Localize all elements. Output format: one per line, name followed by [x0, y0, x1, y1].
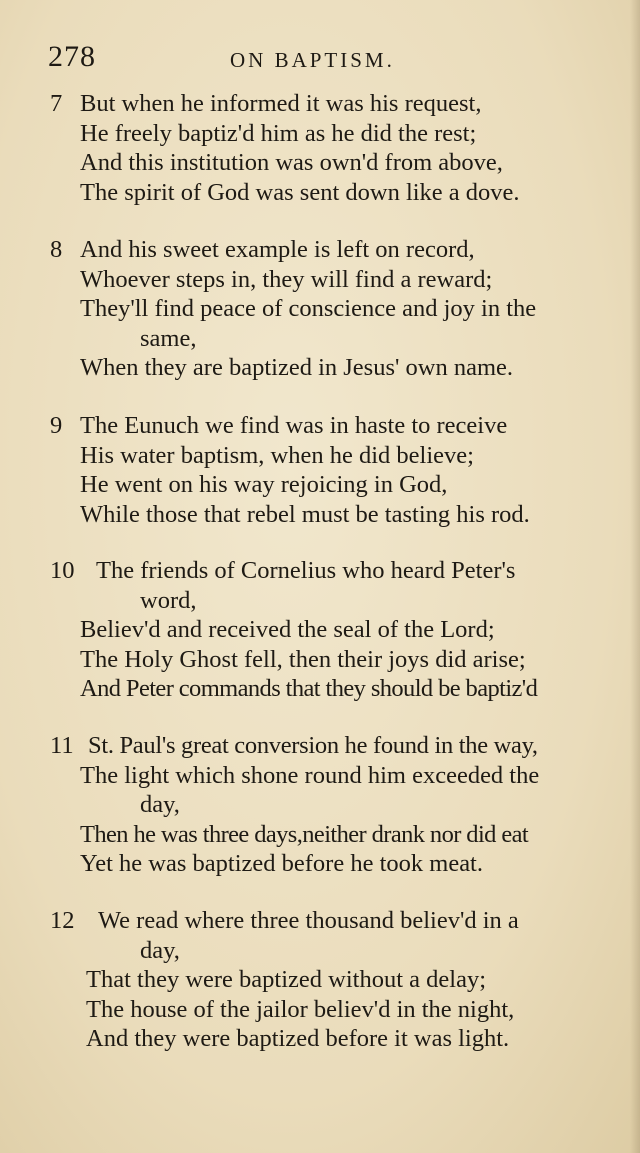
- verse-line: And they were baptized before it was light.: [86, 1025, 510, 1052]
- verse-line: They'll find peace of conscience and joy in the: [80, 295, 537, 322]
- stanza-line: [0, 556, 640, 586]
- verse-line: While those that rebel must be tasting his rod.: [80, 500, 530, 528]
- stanza-line: [0, 674, 640, 704]
- verse-line: The Eunuch we find was in haste to receive: [80, 412, 508, 439]
- verse-line: And this institution was own'd from above,: [80, 149, 503, 176]
- stanza-9: [0, 411, 640, 529]
- verse-line: Believ'd and received the seal of the Lord;: [80, 616, 495, 643]
- stanza-11: [0, 731, 640, 879]
- stanza-line: [0, 820, 640, 850]
- verse-line: The friends of Cornelius who heard Peter's: [96, 557, 516, 584]
- page-header: [48, 40, 628, 84]
- stanza-line: [0, 849, 640, 879]
- verse-line: Whoever steps in, they will find a reward;: [80, 265, 493, 293]
- stanza-12: [0, 906, 640, 1054]
- stanza-line: [0, 1024, 640, 1054]
- verse-line: St. Paul's great conversion he found in the way,: [88, 732, 538, 759]
- stanza-line: [0, 148, 640, 178]
- stanza-line: [0, 353, 640, 383]
- stanza-line: [0, 995, 640, 1025]
- running-title: ON BAPTISM.: [230, 48, 395, 72]
- stanza-line: [0, 294, 640, 324]
- stanza-line: [0, 906, 640, 936]
- stanza-line: [0, 965, 640, 995]
- verse-line-continuation: day,: [140, 936, 180, 964]
- verse-line: But when he informed it was his request,: [80, 90, 482, 117]
- verse-line: We read where three thousand believ'd in a: [98, 907, 519, 934]
- verse-line-continuation: same,: [140, 324, 197, 352]
- stanza-number: 12: [50, 907, 75, 934]
- stanza-7: [0, 89, 640, 207]
- verse-line: And his sweet example is left on record,: [80, 236, 475, 263]
- stanza-line: [0, 586, 640, 616]
- verse-line: That they were baptized without a delay;: [86, 966, 487, 993]
- verse-line: Then he was three days,neither drank nor did eat: [80, 820, 529, 848]
- verse-line: When they are baptized in Jesus' own name.: [80, 354, 514, 381]
- stanza-line: [0, 790, 640, 820]
- stanza-8: [0, 235, 640, 383]
- stanza-line: [0, 731, 640, 761]
- stanza-line: [0, 615, 640, 645]
- stanza-10: [0, 556, 640, 704]
- stanza-line: [0, 441, 640, 471]
- verse-line: He went on his way rejoicing in God,: [80, 471, 448, 498]
- stanza-line: [0, 411, 640, 441]
- stanza-number: 10: [50, 557, 75, 584]
- verse-line-continuation: word,: [140, 586, 197, 614]
- verse-line: He freely baptiz'd him as he did the rest;: [80, 119, 477, 147]
- verse-line: The house of the jailor believ'd in the night,: [86, 995, 515, 1023]
- stanza-line: [0, 265, 640, 295]
- stanza-line: [0, 324, 640, 354]
- stanza-number: 9: [50, 412, 63, 439]
- verse-line: The spirit of God was sent down like a dove.: [80, 178, 520, 206]
- verse-line: And Peter commands that they should be baptiz'd: [80, 675, 538, 702]
- stanza-line: [0, 178, 640, 208]
- verse-line: Yet he was baptized before he took meat.: [80, 850, 483, 877]
- stanza-line: [0, 761, 640, 791]
- stanza-number: 11: [50, 732, 74, 759]
- verse-line: His water baptism, when he did believe;: [80, 441, 474, 469]
- stanza-line: [0, 936, 640, 966]
- verse-line: The light which shone round him exceeded the: [80, 761, 540, 789]
- stanza-line: [0, 89, 640, 119]
- stanza-line: [0, 645, 640, 675]
- verse-line: The Holy Ghost fell, then their joys did arise;: [80, 645, 526, 673]
- stanza-number: 8: [50, 236, 63, 263]
- stanza-line: [0, 470, 640, 500]
- page-number: 278: [48, 40, 96, 73]
- stanza-line: [0, 500, 640, 530]
- stanza-number: 7: [50, 90, 63, 117]
- verse-line-continuation: day,: [140, 791, 180, 818]
- stanza-line: [0, 119, 640, 149]
- stanza-line: [0, 235, 640, 265]
